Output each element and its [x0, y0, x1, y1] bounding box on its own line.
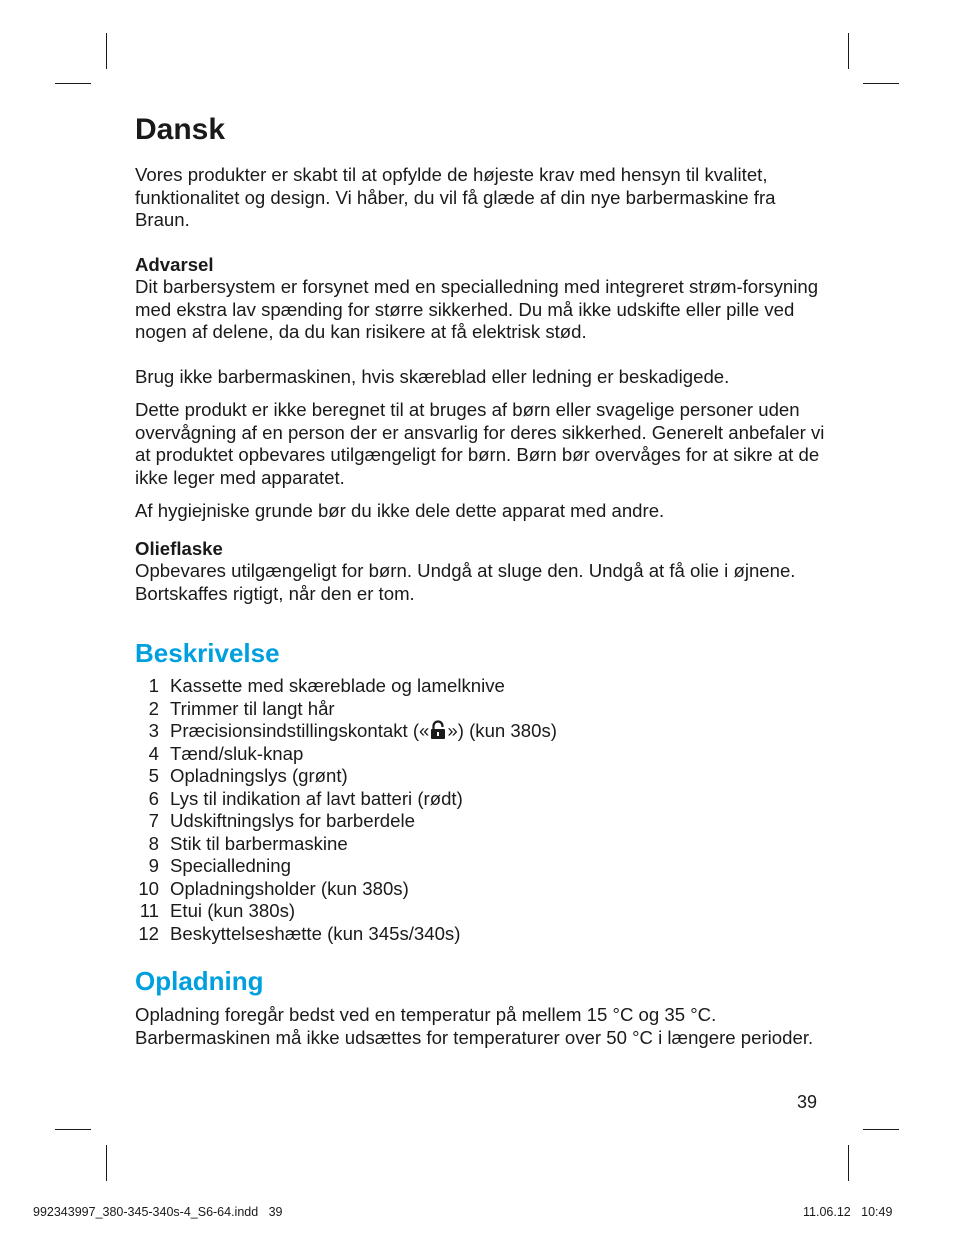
item-number: 11 [139, 900, 159, 921]
oil-heading: Olieflaske [135, 537, 223, 559]
item-text: Tænd/sluk-knap [170, 742, 304, 764]
page-number: 39 [797, 1092, 818, 1112]
crop-mark [55, 83, 91, 84]
warning-paragraph: Brug ikke barbermaskinen, hvis skæreblad eller ledning er beskadigede. [135, 365, 730, 387]
page-content [135, 112, 825, 1049]
crop-mark [55, 1129, 91, 1130]
crop-mark [863, 1129, 899, 1130]
item-number: 3 [148, 720, 159, 741]
item-text: Specialledning [170, 855, 291, 876]
intro-paragraph: Vores produkter er skabt til at opfylde de højeste krav med hensyn til kvalitet, funktionalitet og design. Vi håber, du vil få glæde af din nye barbermaskine fra Braun. [135, 164, 776, 230]
list-item [135, 923, 825, 946]
item-number: 4 [148, 742, 159, 764]
item-text: Etui (kun 380s) [170, 900, 296, 921]
footer-datetime: 11.06.12 10:49 [803, 1205, 893, 1219]
list-item [135, 675, 825, 698]
item-text [170, 720, 557, 743]
list-item [135, 765, 825, 788]
description-heading: Beskrivelse [135, 638, 280, 668]
crop-mark [848, 1145, 849, 1181]
item-number: 2 [148, 697, 159, 719]
item-text-before: Præcisionsindstillingskontakt (« [170, 720, 430, 741]
item-text: Udskiftningslys for barberdele [170, 810, 415, 831]
item-number: 9 [148, 855, 159, 876]
footer-filename: 992343997_380-345-340s-4_S6-64.indd 39 [33, 1205, 283, 1219]
item-number: 8 [148, 832, 159, 854]
charging-heading: Opladning [135, 966, 264, 996]
list-item [135, 833, 825, 856]
item-text: Stik til barbermaskine [170, 832, 348, 854]
list-item [135, 698, 825, 721]
charging-paragraph: Opladning foregår bedst ved en temperatur på mellem 15 °C og 35 °C. Barbermaskinen må ikke udsættes for temperaturer over 50 °C i længere perioder. [135, 1004, 814, 1048]
item-number: 1 [148, 675, 159, 696]
item-number: 5 [148, 765, 159, 786]
list-item [135, 810, 825, 833]
item-number: 6 [148, 787, 159, 809]
item-number: 12 [138, 922, 159, 944]
crop-mark [863, 83, 899, 84]
crop-mark [106, 33, 107, 69]
item-text: Trimmer til langt hår [170, 697, 335, 719]
oil-paragraph: Opbevares utilgængeligt for børn. Undgå at sluge den. Undgå at få olie i øjnene. Bortskaffes rigtigt, når den er tom. [135, 560, 796, 604]
warning-heading: Advarsel [135, 253, 214, 275]
warning-section [135, 254, 825, 523]
item-text: Lys til indikation af lavt batteri (rødt) [170, 787, 463, 809]
warning-paragraph: Dette produkt er ikke beregnet til at bruges af børn eller svagelige personer uden overvågning af en person der er ansvarlig for deres sikkerhed. Generelt anbefaler vi at produktet opbevares utilgængeligt for børn. Børn bør overvåges for at sikre at de ikke leger med apparatet. [135, 399, 825, 488]
list-item [135, 878, 825, 901]
oil-section [135, 538, 825, 606]
item-number: 7 [148, 810, 159, 831]
warning-paragraph: Dit barbersystem er forsynet med en specialledning med integreret strøm-forsyning med ekstra lav spænding for større sikkerhed. Du må ikke udskifte eller pille ved nogen af delene, da du kan risikere at få elektrisk stød. [135, 276, 819, 342]
item-text: Beskyttelseshætte (kun 345s/340s) [170, 922, 461, 944]
item-text-after: ») (kun 380s) [447, 720, 557, 741]
list-item [135, 788, 825, 811]
page-title: Dansk [135, 113, 226, 146]
crop-mark [106, 1145, 107, 1181]
list-item [135, 720, 825, 743]
item-text: Opladningsholder (kun 380s) [170, 877, 409, 899]
item-number: 10 [138, 877, 159, 899]
list-item [135, 743, 825, 766]
crop-mark [848, 33, 849, 69]
item-text: Opladningslys (grønt) [170, 765, 348, 786]
padlock-icon [429, 720, 447, 740]
list-item [135, 855, 825, 878]
parts-list [135, 675, 825, 945]
warning-paragraph: Af hygiejniske grunde bør du ikke dele dette apparat med andre. [135, 500, 665, 521]
item-text: Kassette med skæreblade og lamelknive [170, 675, 505, 696]
list-item [135, 900, 825, 923]
